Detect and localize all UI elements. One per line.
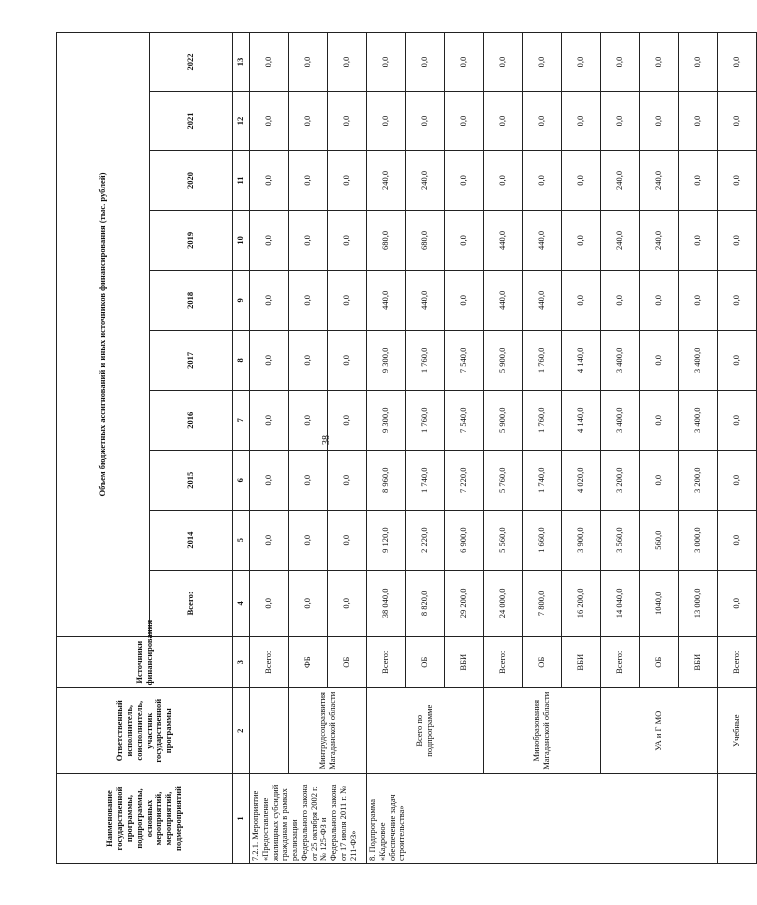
value-cell: 240,0 xyxy=(601,210,640,270)
executor-cell: УА и Г МО xyxy=(601,688,718,774)
source-cell: ВБИ xyxy=(562,637,601,688)
value-cell: 0,0 xyxy=(367,92,406,151)
value-cell: 0,0 xyxy=(250,150,289,210)
value-cell: 3 200,0 xyxy=(601,450,640,510)
value-cell: 0,0 xyxy=(289,210,328,270)
executor-cell xyxy=(250,688,289,774)
value-cell: 0,0 xyxy=(679,33,718,92)
column-number: 5 xyxy=(233,510,250,570)
value-cell: 0,0 xyxy=(328,92,367,151)
value-cell: 0,0 xyxy=(328,570,367,636)
value-cell: 4 140,0 xyxy=(562,390,601,450)
value-cell: 0,0 xyxy=(718,450,757,510)
value-cell: 0,0 xyxy=(718,150,757,210)
value-cell: 5 900,0 xyxy=(484,330,523,390)
value-cell: 0,0 xyxy=(601,33,640,92)
value-cell: 0,0 xyxy=(289,92,328,151)
value-cell: 0,0 xyxy=(484,92,523,151)
value-cell: 440,0 xyxy=(523,270,562,330)
value-cell: 0,0 xyxy=(718,570,757,636)
value-cell: 0,0 xyxy=(445,33,484,92)
financing-table xyxy=(56,32,757,864)
value-cell: 0,0 xyxy=(406,33,445,92)
value-cell: 16 200,0 xyxy=(562,570,601,636)
value-cell: 0,0 xyxy=(523,33,562,92)
value-cell: 29 200,0 xyxy=(445,570,484,636)
value-cell: 0,0 xyxy=(679,92,718,151)
value-cell: 0,0 xyxy=(250,510,289,570)
header-name: Наименование государственной программы, подпрограммы, основных мероприятий, мероприятий, подмероприятий xyxy=(57,774,233,864)
value-cell: 0,0 xyxy=(718,270,757,330)
value-cell: 0,0 xyxy=(562,33,601,92)
column-number: 9 xyxy=(233,270,250,330)
column-number: 11 xyxy=(233,150,250,210)
value-cell: 0,0 xyxy=(328,450,367,510)
column-number: 13 xyxy=(233,33,250,92)
value-cell: 0,0 xyxy=(289,450,328,510)
value-cell: 4 020,0 xyxy=(562,450,601,510)
header-year: 2018 xyxy=(150,270,233,330)
value-cell: 0,0 xyxy=(250,570,289,636)
value-cell: 0,0 xyxy=(328,510,367,570)
value-cell: 9 300,0 xyxy=(367,390,406,450)
value-cell: 2 220,0 xyxy=(406,510,445,570)
value-cell: 0,0 xyxy=(289,270,328,330)
table-row xyxy=(718,33,757,864)
value-cell: 0,0 xyxy=(640,390,679,450)
header-executor: Ответственный исполнитель, соисполнитель, участник государственной программы xyxy=(57,688,233,774)
value-cell: 440,0 xyxy=(484,270,523,330)
value-cell: 680,0 xyxy=(367,210,406,270)
table-row xyxy=(367,33,406,864)
value-cell: 5 560,0 xyxy=(484,510,523,570)
value-cell: 0,0 xyxy=(328,210,367,270)
value-cell: 0,0 xyxy=(562,270,601,330)
executor-cell: Всего по подпрограмме xyxy=(367,688,484,774)
value-cell: 0,0 xyxy=(640,330,679,390)
header-volume: Объем бюджетных ассигнований и иных источников финансирования (тыс. рублей) xyxy=(57,33,150,637)
value-cell: 440,0 xyxy=(367,270,406,330)
value-cell: 0,0 xyxy=(289,570,328,636)
value-cell: 0,0 xyxy=(289,150,328,210)
source-cell: ФБ xyxy=(289,637,328,688)
value-cell: 0,0 xyxy=(640,92,679,151)
column-number: 10 xyxy=(233,210,250,270)
value-cell: 440,0 xyxy=(406,270,445,330)
value-cell: 0,0 xyxy=(718,390,757,450)
column-number: 3 xyxy=(233,637,250,688)
column-number: 7 xyxy=(233,390,250,450)
table-row xyxy=(484,33,523,864)
value-cell: 0,0 xyxy=(250,92,289,151)
header-year: 2019 xyxy=(150,210,233,270)
source-cell: Всего: xyxy=(601,637,640,688)
value-cell: 9 120,0 xyxy=(367,510,406,570)
page-number: 38 xyxy=(321,435,332,445)
header-year: 2020 xyxy=(150,150,233,210)
value-cell: 1 760,0 xyxy=(406,390,445,450)
value-cell: 1040,0 xyxy=(640,570,679,636)
value-cell: 3 400,0 xyxy=(601,390,640,450)
value-cell: 0,0 xyxy=(328,390,367,450)
column-number: 4 xyxy=(233,570,250,636)
value-cell: 680,0 xyxy=(406,210,445,270)
value-cell: 0,0 xyxy=(601,270,640,330)
value-cell: 0,0 xyxy=(328,330,367,390)
value-cell: 7 220,0 xyxy=(445,450,484,510)
table-body xyxy=(233,33,757,864)
value-cell: 1 740,0 xyxy=(523,450,562,510)
column-number: 1 xyxy=(233,774,250,864)
value-cell: 0,0 xyxy=(718,210,757,270)
value-cell: 0,0 xyxy=(523,150,562,210)
value-cell: 0,0 xyxy=(250,450,289,510)
source-cell: Всего: xyxy=(484,637,523,688)
value-cell: 240,0 xyxy=(640,150,679,210)
value-cell: 0,0 xyxy=(250,210,289,270)
value-cell: 0,0 xyxy=(367,33,406,92)
value-cell: 4 140,0 xyxy=(562,330,601,390)
value-cell: 3 000,0 xyxy=(679,510,718,570)
value-cell: 3 400,0 xyxy=(679,390,718,450)
header-year: 2017 xyxy=(150,330,233,390)
value-cell: 1 760,0 xyxy=(406,330,445,390)
value-cell: 0,0 xyxy=(445,150,484,210)
value-cell: 440,0 xyxy=(523,210,562,270)
value-cell: 0,0 xyxy=(718,510,757,570)
header-year: Всего: xyxy=(150,570,233,636)
value-cell: 0,0 xyxy=(445,210,484,270)
value-cell: 3 400,0 xyxy=(601,330,640,390)
value-cell: 6 900,0 xyxy=(445,510,484,570)
value-cell: 0,0 xyxy=(328,33,367,92)
column-number: 2 xyxy=(233,688,250,774)
value-cell: 0,0 xyxy=(718,330,757,390)
executor-cell: Минобразования Магаданской области xyxy=(484,688,601,774)
executor-cell: Учебные xyxy=(718,688,757,774)
value-cell: 0,0 xyxy=(250,330,289,390)
value-cell: 0,0 xyxy=(718,92,757,151)
value-cell: 0,0 xyxy=(328,270,367,330)
value-cell: 0,0 xyxy=(484,33,523,92)
value-cell: 0,0 xyxy=(562,150,601,210)
header-year: 2015 xyxy=(150,450,233,510)
source-cell: ВБИ xyxy=(679,637,718,688)
program-name-cell xyxy=(718,774,757,864)
value-cell: 240,0 xyxy=(367,150,406,210)
value-cell: 1 760,0 xyxy=(523,330,562,390)
value-cell: 0,0 xyxy=(445,92,484,151)
value-cell: 0,0 xyxy=(289,33,328,92)
program-name-cell: 8. Подпрограмма «Кадровое обеспечение задач строительства» xyxy=(367,774,718,864)
value-cell: 3 560,0 xyxy=(601,510,640,570)
value-cell: 14 040,0 xyxy=(601,570,640,636)
value-cell: 240,0 xyxy=(640,210,679,270)
header-year: 2022 xyxy=(150,33,233,92)
source-cell: ОБ xyxy=(640,637,679,688)
value-cell: 440,0 xyxy=(484,210,523,270)
value-cell: 9 300,0 xyxy=(367,330,406,390)
value-cell: 8 820,0 xyxy=(406,570,445,636)
source-cell: Всего: xyxy=(718,637,757,688)
value-cell: 0,0 xyxy=(640,33,679,92)
value-cell: 8 960,0 xyxy=(367,450,406,510)
value-cell: 0,0 xyxy=(289,330,328,390)
column-number: 12 xyxy=(233,92,250,151)
value-cell: 240,0 xyxy=(601,150,640,210)
value-cell: 0,0 xyxy=(679,210,718,270)
column-number: 6 xyxy=(233,450,250,510)
column-number: 8 xyxy=(233,330,250,390)
header-year: 2021 xyxy=(150,92,233,151)
table-row xyxy=(601,33,640,864)
header-year: 2014 xyxy=(150,510,233,570)
value-cell: 7 800,0 xyxy=(523,570,562,636)
value-cell: 0,0 xyxy=(601,92,640,151)
executor-cell: Минтрудсоцразвития Магаданской области xyxy=(289,688,367,774)
value-cell: 0,0 xyxy=(718,33,757,92)
value-cell: 1 740,0 xyxy=(406,450,445,510)
value-cell: 0,0 xyxy=(562,92,601,151)
value-cell: 1 660,0 xyxy=(523,510,562,570)
header-source: Источники финансирования xyxy=(57,637,233,688)
value-cell: 0,0 xyxy=(328,150,367,210)
table-row xyxy=(250,33,289,864)
value-cell: 0,0 xyxy=(289,390,328,450)
value-cell: 0,0 xyxy=(484,150,523,210)
value-cell: 0,0 xyxy=(640,270,679,330)
value-cell: 0,0 xyxy=(562,210,601,270)
source-cell: ОБ xyxy=(406,637,445,688)
value-cell: 0,0 xyxy=(406,92,445,151)
value-cell: 5 900,0 xyxy=(484,390,523,450)
value-cell: 5 760,0 xyxy=(484,450,523,510)
value-cell: 240,0 xyxy=(406,150,445,210)
value-cell: 560,0 xyxy=(640,510,679,570)
value-cell: 7 540,0 xyxy=(445,330,484,390)
value-cell: 0,0 xyxy=(289,510,328,570)
value-cell: 3 900,0 xyxy=(562,510,601,570)
source-cell: ОБ xyxy=(523,637,562,688)
value-cell: 0,0 xyxy=(250,390,289,450)
rotated-table-wrapper xyxy=(56,32,742,864)
value-cell: 24 000,0 xyxy=(484,570,523,636)
program-name-cell: 7.2.1. Мероприятие «Предоставление жилищных субсидий гражданам в рамках реализации Федерального закона от 25 октября 2002 г. № 125-ФЗ и Федерального закона от 17 июля 2011 г. № 211-ФЗ» xyxy=(250,774,367,864)
value-cell: 0,0 xyxy=(250,33,289,92)
value-cell: 3 400,0 xyxy=(679,330,718,390)
value-cell: 0,0 xyxy=(445,270,484,330)
header-year: 2016 xyxy=(150,390,233,450)
source-cell: Всего: xyxy=(367,637,406,688)
source-cell: Всего: xyxy=(250,637,289,688)
source-cell: ОБ xyxy=(328,637,367,688)
value-cell: 7 540,0 xyxy=(445,390,484,450)
value-cell: 13 000,0 xyxy=(679,570,718,636)
value-cell: 0,0 xyxy=(640,450,679,510)
column-number-row xyxy=(233,33,250,864)
value-cell: 0,0 xyxy=(679,270,718,330)
value-cell: 0,0 xyxy=(523,92,562,151)
value-cell: 1 760,0 xyxy=(523,390,562,450)
value-cell: 3 200,0 xyxy=(679,450,718,510)
source-cell: ВБИ xyxy=(445,637,484,688)
value-cell: 0,0 xyxy=(250,270,289,330)
table-row xyxy=(289,33,328,864)
value-cell: 0,0 xyxy=(679,150,718,210)
value-cell: 38 040,0 xyxy=(367,570,406,636)
